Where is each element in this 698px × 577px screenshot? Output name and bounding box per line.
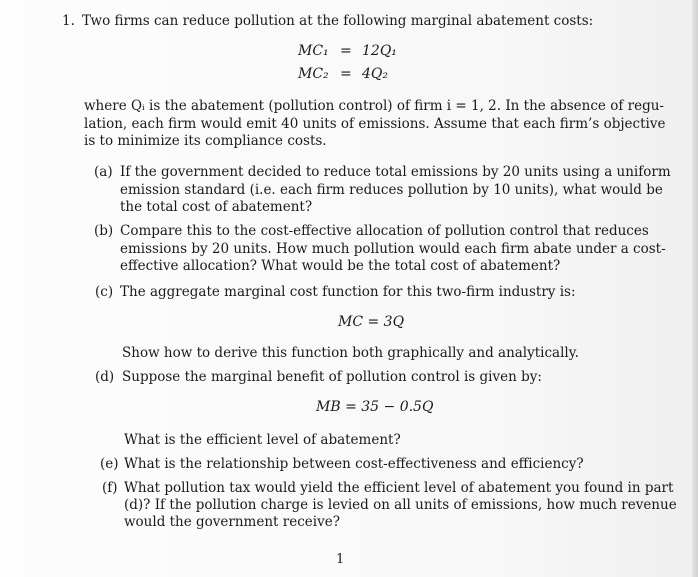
part-d-label: (d)	[95, 369, 115, 385]
equation-mc1-rhs: 12Q₁	[362, 43, 397, 59]
part-d-followup: What is the efficient level of abatement?	[124, 432, 401, 448]
part-c-followup: Show how to derive this function both graphically and analytically.	[122, 345, 579, 361]
part-a-line-1: If the government decided to reduce total emissions by 20 units using a uniform	[120, 164, 671, 180]
part-a-label: (a)	[94, 164, 113, 180]
part-f-line-3: would the government receive?	[124, 514, 340, 530]
equation-mc2-lhs: MC₂	[298, 66, 329, 82]
part-f-line-2: (d)? If the pollution charge is levied on all units of emissions, how much revenue	[124, 497, 677, 513]
page-number: 1	[336, 552, 345, 567]
part-a-line-2: emission standard (i.e. each firm reduces pollution by 10 units), what would be	[120, 182, 663, 198]
part-a-line-3: the total cost of abatement?	[120, 199, 313, 215]
part-d-equation: MB = 35 − 0.5Q	[316, 399, 434, 415]
equation-mc1-op: =	[340, 43, 352, 59]
equation-mc2-op: =	[340, 66, 352, 82]
part-e-line-1: What is the relationship between cost-effectiveness and efficiency?	[124, 456, 584, 472]
equation-mc1-lhs: MC₁	[298, 43, 329, 59]
description-line-2: lation, each firm would emit 40 units of emissions. Assume that each firm’s objective	[84, 116, 666, 132]
part-b-label: (b)	[94, 223, 114, 239]
description-line-3: is to minimize its compliance costs.	[84, 133, 327, 149]
part-f-line-1: What pollution tax would yield the efficient level of abatement you found in part	[124, 480, 674, 496]
part-f-label: (f)	[102, 480, 118, 496]
part-b-line-2: emissions by 20 units. How much pollution would each firm abate under a cost-	[120, 241, 666, 257]
part-c-equation: MC = 3Q	[338, 314, 405, 330]
description-line-1: where Qᵢ is the abatement (pollution control) of firm i = 1, 2. In the absence of regu-	[84, 98, 664, 114]
page-edge-shadow	[692, 0, 698, 577]
part-b-line-3: effective allocation? What would be the total cost of abatement?	[120, 258, 561, 274]
part-e-label: (e)	[100, 456, 119, 472]
problem-intro: Two firms can reduce pollution at the following marginal abatement costs:	[82, 13, 594, 29]
part-d-line-1: Suppose the marginal benefit of pollution control is given by:	[122, 369, 542, 385]
problem-number: 1.	[62, 13, 75, 29]
part-c-line-1: The aggregate marginal cost function for this two-firm industry is:	[120, 284, 576, 300]
part-c-label: (c)	[95, 284, 114, 300]
equation-mc2-rhs: 4Q₂	[362, 66, 388, 82]
part-b-line-1: Compare this to the cost-effective allocation of pollution control that reduces	[120, 223, 649, 239]
